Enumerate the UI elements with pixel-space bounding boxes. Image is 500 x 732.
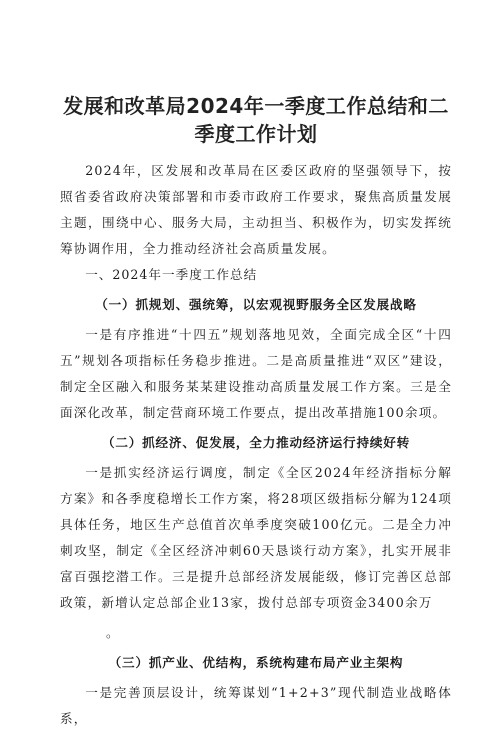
subsection-heading-3: （三）抓产业、优结构，系统构建布局产业主架构 [108, 655, 404, 670]
subsection-heading-2: （二）抓经济、促发展，全力推动经济运行持续好转 [101, 435, 411, 450]
intro-paragraph: 2024年，区发展和改革局在区委区政府的坚强领导下，按照省委省政府决策部署和市委市政府工作要求，聚焦高质量发展主题，围绕中心、服务大局，主动担当、积极作为，切实发挥统筹协调作用，全力推动经济社会高质量发展。 [60, 163, 452, 256]
section-heading-1: 一、2024年一季度工作总结 [85, 267, 258, 282]
subsection-body-1: 一是有序推进“十四五”规划落地见效，全面完成全区“十四五”规划各项指标任务稳步推进。二是高质量推进“双区”建设，制定全区融入和服务某某建设推动高质量发展工作方案。三是全面深化改革，制定营商环境工作要点，提出改革措施100余项。 [60, 327, 452, 420]
document-title: 发展和改革局2024年一季度工作总结和二季度工作计划 [63, 94, 449, 146]
stray-period: 。 [106, 625, 119, 640]
subsection-heading-1: （一）抓规划、强统筹，以宏观视野服务全区发展战略 [95, 297, 417, 312]
subsection-body-2: 一是抓实经济运行调度，制定《全区2024年经济指标分解方案》和各季度稳增长工作方案，将28项区级指标分解为124项具体任务，地区生产总值首次单季度突破100亿元。二是全力冲刺攻坚，制定《全区经济冲刺60天恳谈行动方案》，扎实开展非富百强挖潜工作。三是提升总部经济发展能级，修订完善区总部政策，新增认定总部企业13家，拨付总部专项资金3400余万 [60, 465, 452, 610]
subsection-body-3: 一是完善顶层设计，统筹谋划“1+2+3”现代制造业战略体系， [60, 685, 452, 726]
